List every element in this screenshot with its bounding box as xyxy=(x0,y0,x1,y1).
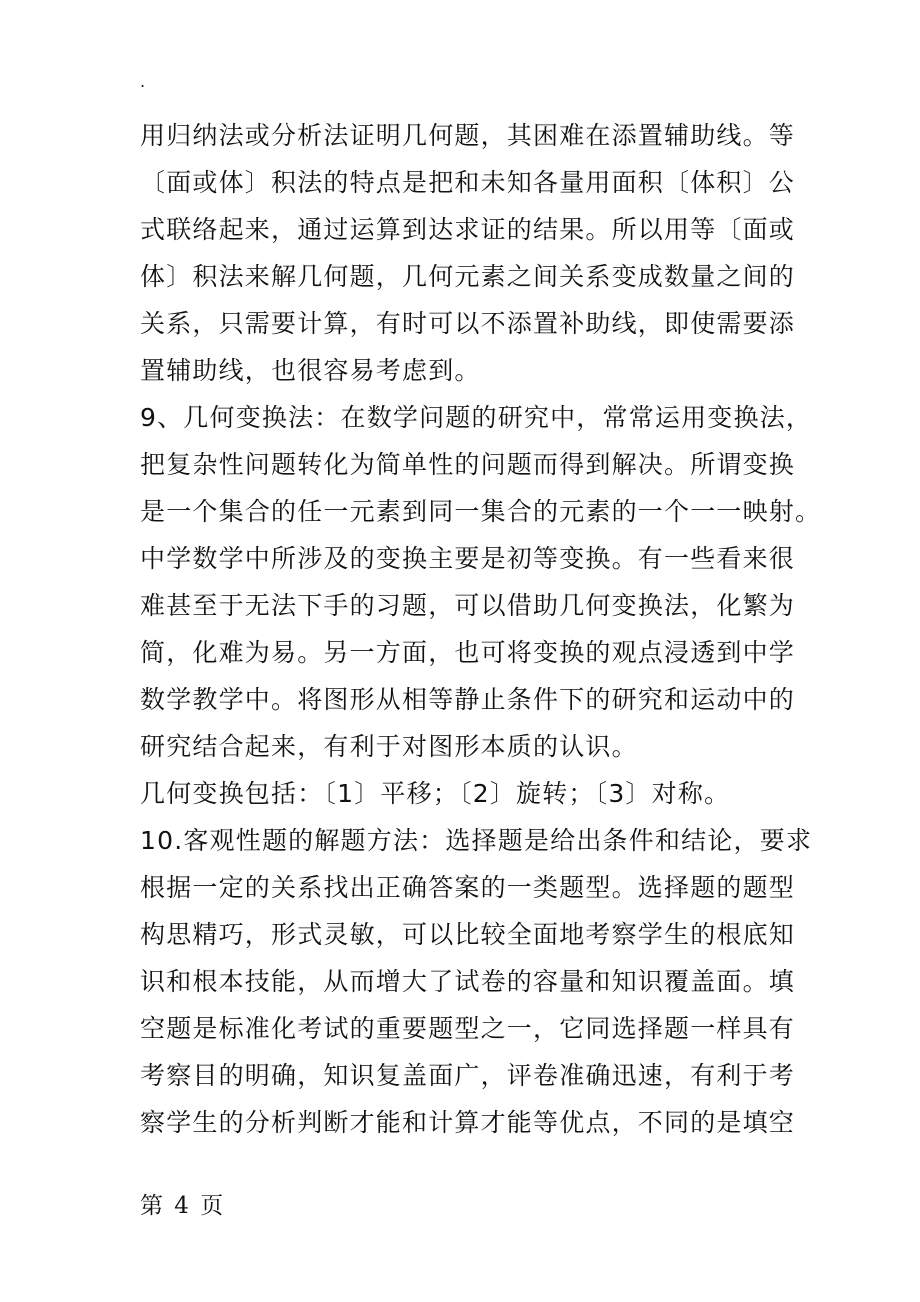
text-line: 9、几何变换法：在数学问题的研究中，常常运用变换法， xyxy=(140,403,813,432)
text-line: 体〕积法来解几何题，几何元素之间关系变成数量之间的 xyxy=(140,262,796,291)
text-line: 中学数学中所涉及的变换主要是初等变换。有一些看来很 xyxy=(140,544,796,573)
text-line: 识和根本技能，从而增大了试卷的容量和知识覆盖面。填 xyxy=(140,967,796,996)
top-dot-mark: . xyxy=(140,72,146,91)
page-number-footer: 第 4 页 xyxy=(140,1193,226,1219)
text-line: 察学生的分析判断才能和计算才能等优点，不同的是填空 xyxy=(140,1108,796,1137)
text-line: 式联络起来，通过运算到达求证的结果。所以用等〔面或 xyxy=(140,215,796,244)
text-line: 构思精巧，形式灵敏，可以比较全面地考察学生的根底知 xyxy=(140,920,796,949)
text-line: 10.客观性题的解题方法：选择题是给出条件和结论，要求 xyxy=(140,826,813,855)
text-line: 关系，只需要计算，有时可以不添置补助线，即使需要添 xyxy=(140,309,796,338)
body-text xyxy=(140,112,822,1146)
text-line: 把复杂性问题转化为简单性的问题而得到解决。所谓变换 xyxy=(140,450,796,479)
text-line: 空题是标准化考试的重要题型之一，它同选择题一样具有 xyxy=(140,1014,796,1043)
text-line: 用归纳法或分析法证明几何题，其困难在添置辅助线。等 xyxy=(140,121,796,150)
text-line: 是一个集合的任一元素到同一集合的元素的一个一一映射。 xyxy=(140,497,822,526)
text-line: 数学教学中。将图形从相等静止条件下的研究和运动中的 xyxy=(140,685,796,714)
text-line: 研究结合起来，有利于对图形本质的认识。 xyxy=(140,732,638,761)
text-line: 〔面或体〕积法的特点是把和未知各量用面积〔体积〕公 xyxy=(140,168,796,197)
text-line: 根据一定的关系找出正确答案的一类题型。选择题的题型 xyxy=(140,873,796,902)
text-line: 简，化难为易。另一方面，也可将变换的观点浸透到中学 xyxy=(140,638,796,667)
text-line: 几何变换包括：〔1〕平移；〔2〕旋转；〔3〕对称。 xyxy=(140,779,731,808)
text-line: 置辅助线，也很容易考虑到。 xyxy=(140,356,481,385)
text-line: 难甚至于无法下手的习题，可以借助几何变换法，化繁为 xyxy=(140,591,796,620)
text-line: 考察目的明确，知识复盖面广，评卷准确迅速，有利于考 xyxy=(140,1061,796,1090)
